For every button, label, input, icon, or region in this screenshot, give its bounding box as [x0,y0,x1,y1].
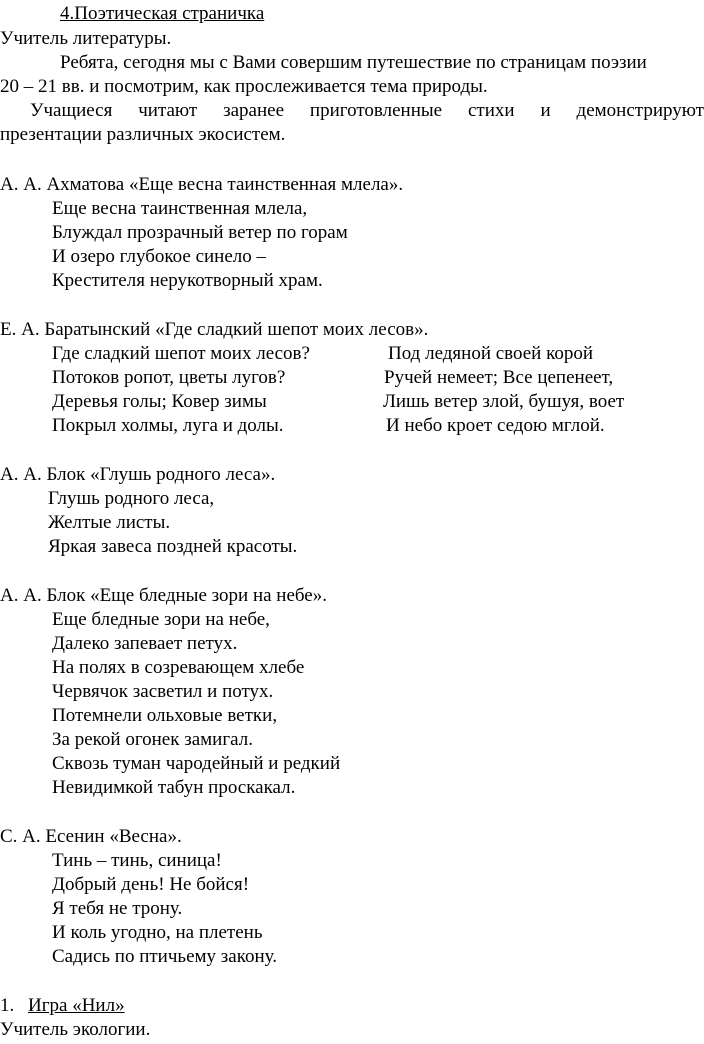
poem-heading: Е. А. Баратынский «Где сладкий шепот моих лесов». [0,319,429,340]
poem-line: Далеко запевает петух. [52,633,238,654]
ecology-teacher-label: Учитель экологии. [0,1019,151,1040]
poem-line: Добрый день! Не бойся! [52,874,250,895]
poem-line: Еще бледные зори на небе, [52,609,270,630]
section-title: 4.Поэтическая страничка [60,3,265,24]
poem-heading: А. А. Блок «Глушь родного леса». [0,464,276,485]
poem-line: Червячок засветил и потух. [52,681,274,702]
poem-line: Блуждал прозрачный ветер по горам [52,222,348,243]
poem-line: За рекой огонек замигал. [52,729,253,750]
poem-line-right: И небо кроет седою мглой. [386,415,605,436]
poem-line: Я тебя не трону. [52,898,183,919]
poem-line: Яркая завеса поздней красоты. [48,536,298,557]
intro-line: презентации различных экосистем. [0,124,286,145]
poem-heading: С. А. Есенин «Весна». [0,826,182,847]
poem-line: На полях в созревающем хлебе [52,657,305,678]
poem-heading: А. А. Ахматова «Еще весна таинственная млела». [0,174,404,195]
game-title: Игра «Нил» [28,995,125,1016]
poem-line: Садись по птичьему закону. [52,946,277,967]
poem-line-left: Деревья голы; Ковер зимы [52,391,267,412]
poem-line-right: Под ледяной своей корой [388,343,594,364]
teacher-label: Учитель литературы. [0,28,172,49]
poem-line: И озеро глубокое синело – [52,246,267,267]
list-number: 1. [0,995,15,1016]
poem-line-left: Где сладкий шепот моих лесов? [52,343,310,364]
poem-line: И коль угодно, на плетень [52,922,263,943]
poem-line: Глушь родного леса, [48,488,215,509]
intro-line: 20 – 21 вв. и посмотрим, как прослеживается тема природы. [0,76,488,97]
poem-line: Сквозь туман чародейный и редкий [52,753,341,774]
poem-line-left: Потоков ропот, цветы лугов? [52,367,286,388]
poem-line: Еще весна таинственная млела, [52,198,308,219]
poem-line: Крестителя нерукотворный храм. [52,270,323,291]
poem-line: Желтые листы. [48,512,171,533]
intro-line: Ребята, сегодня мы с Вами совершим путешествие по страницам поэзии [60,52,647,73]
poem-line-right: Лишь ветер злой, бушуя, воет [383,391,625,412]
poem-line: Тинь – тинь, синица! [52,850,222,871]
poem-line: Потемнели ольховые ветки, [52,705,278,726]
poem-line-right: Ручей немеет; Все цепенеет, [384,367,614,388]
intro-line: Учащиеся читают заранее приготовленные стихи и демонстрируют [30,100,704,121]
poem-line-left: Покрыл холмы, луга и долы. [52,415,284,436]
poem-line: Невидимкой табун проскакал. [52,777,296,798]
poem-heading: А. А. Блок «Еще бледные зори на небе». [0,585,327,606]
